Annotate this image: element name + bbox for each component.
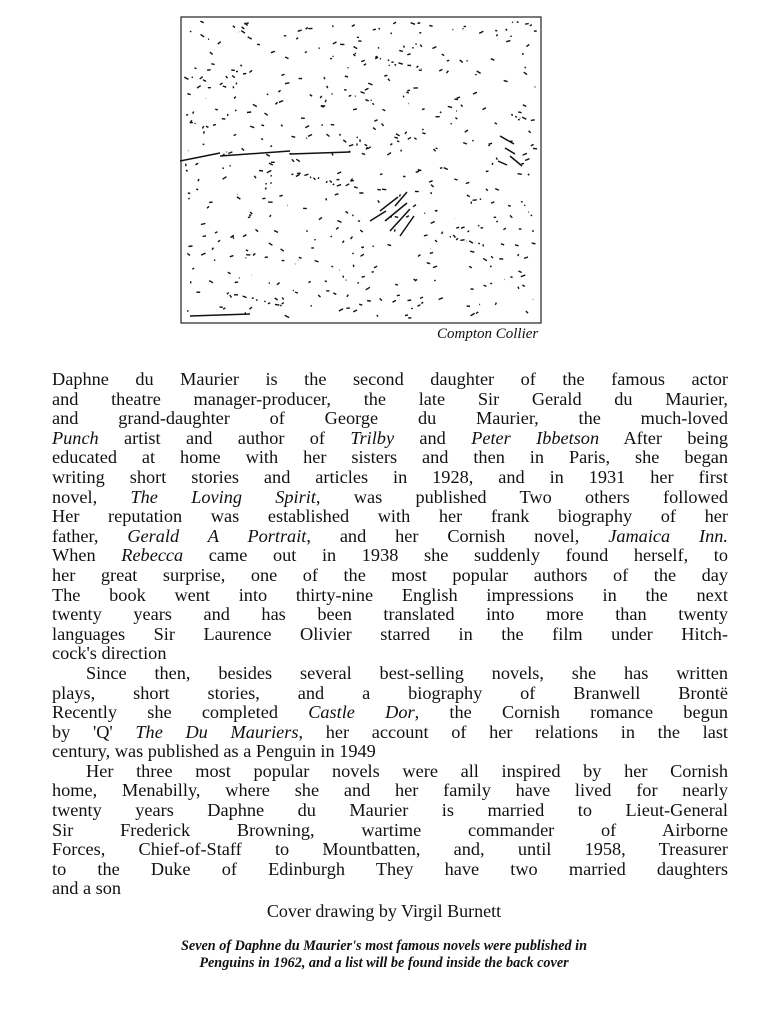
bio-line (52, 664, 728, 684)
footnote-line-2: Penguins in 1962, and a list will be found inside the back cover (199, 955, 569, 971)
bio-title: Castle Dor (308, 702, 415, 723)
bio-title: The Du Mauriers (135, 721, 299, 742)
bio-text: father, (52, 525, 128, 546)
bio-text: twenty years and has been translated into more than twenty (52, 604, 728, 625)
bio-text: cock's direction (52, 643, 167, 664)
bio-text: When (52, 545, 122, 566)
bio-line (52, 781, 728, 801)
bio-text: plays, short stories, and a biography of Branwell Brontë (52, 682, 728, 703)
bio-line (52, 762, 728, 782)
bio-text: came out in 1938 she suddenly found herself, to (183, 545, 728, 566)
bio-line (52, 488, 728, 508)
bio-line (52, 566, 728, 586)
bio-text: home, Menabilly, where she and her family have lived for nearly (52, 780, 728, 801)
author-biography (52, 370, 728, 899)
cover-drawing-credit: Cover drawing by Virgil Burnett (266, 901, 502, 921)
bio-line (52, 448, 728, 468)
bio-text: and a son (52, 878, 122, 899)
bio-title: Peter Ibbetson (471, 427, 600, 448)
bio-title: Gerald A Portrait (127, 525, 307, 546)
bio-text: writing short stories and articles in 1928, and in 1931 her first (52, 466, 728, 487)
bio-line (52, 429, 728, 449)
bio-text: , and her Cornish novel, (306, 525, 609, 546)
bio-text: and (394, 427, 472, 448)
footnote-line-1: Seven of Daphne du Maurier's most famous novels were published in (181, 938, 587, 954)
bio-line (52, 684, 728, 704)
penguin-footnote (0, 938, 768, 972)
bio-line (52, 742, 728, 762)
photo-grain (184, 21, 537, 318)
bio-title: The Loving Spirit (130, 486, 316, 507)
bio-text: her great surprise, one of the most popular authors of the day (52, 564, 728, 585)
bio-text: Recently she completed (52, 702, 309, 723)
bio-text: Since then, besides several best-selling novels, she has written (86, 662, 728, 683)
bio-text: twenty years Daphne du Maurier is married to Lieut-General (52, 800, 728, 821)
bio-text: Sir Frederick Browning, wartime commander of Airborne (52, 819, 728, 840)
bio-text: Forces, Chief-of-Staff to Mountbatten, and, until 1958, Treasurer (52, 839, 728, 860)
bio-text: languages Sir Laurence Olivier starred in the film under Hitch- (52, 623, 728, 644)
bio-line (52, 821, 728, 841)
bio-line (52, 370, 728, 390)
bio-text: Daphne du Maurier is the second daughter of the famous actor (52, 369, 728, 389)
bio-line (52, 390, 728, 410)
bio-title: Trilby (350, 427, 395, 448)
bio-line (52, 879, 728, 899)
bio-line (52, 468, 728, 488)
bio-text: , the Cornish romance begun (414, 702, 728, 723)
bio-text: by 'Q' (52, 721, 136, 742)
bio-text: to the Duke of Edinburgh They have two married daughters (52, 858, 728, 879)
bio-title: Jamaica Inn. (608, 525, 728, 546)
bio-title: Rebecca (121, 545, 184, 566)
bio-text: and grand-daughter of George du Maurier, the much-loved (52, 408, 728, 429)
bio-line (52, 840, 728, 860)
bio-text: After being (599, 427, 728, 448)
photo-frame (181, 17, 541, 323)
photo-credit: Compton Collier (437, 326, 539, 342)
bio-text: Her three most popular novels were all inspired by her Cornish (86, 760, 728, 781)
bio-text: and theatre manager-producer, the late Sir Gerald du Maurier, (52, 388, 728, 409)
bio-line (52, 409, 728, 429)
bio-line (52, 507, 728, 527)
bio-text: novel, (52, 486, 131, 507)
bio-text: educated at home with her sisters and then in Paris, she began (52, 447, 728, 468)
bio-text: , her account of her relations in the last (298, 721, 729, 742)
bio-line (52, 605, 728, 625)
bio-text: artist and author of (98, 427, 351, 448)
bio-text: , was published Two others followed (315, 486, 728, 507)
bio-line (52, 586, 728, 606)
bio-line (52, 625, 728, 645)
bio-text: Her reputation was established with her frank biography of her (52, 506, 728, 527)
bio-line (52, 703, 728, 723)
author-portrait-photo (180, 16, 542, 324)
bio-line (52, 527, 728, 547)
bio-line (52, 644, 728, 664)
bio-text: The book went into thirty-nine English impressions in the next (52, 584, 728, 605)
bio-line (52, 546, 728, 566)
photo-speckle (184, 21, 537, 318)
bio-text: century, was published as a Penguin in 1949 (52, 741, 376, 762)
bio-line (52, 860, 728, 880)
bio-line (52, 801, 728, 821)
bio-title: Punch (52, 427, 99, 448)
bio-line (52, 723, 728, 743)
